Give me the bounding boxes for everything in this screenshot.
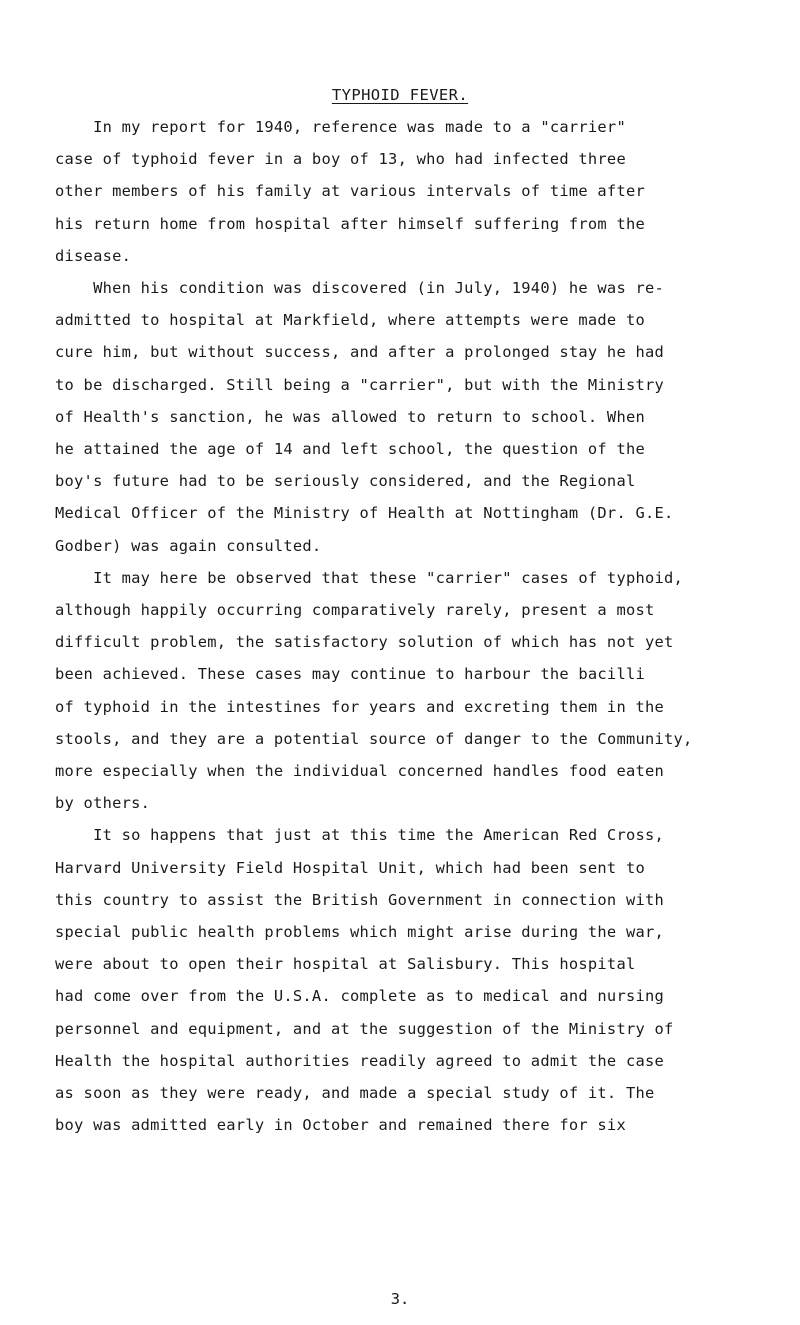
text-line: boy's future had to be seriously considered, and the Regional: [55, 472, 636, 491]
text-line: were about to open their hospital at Salisbury. This hospital: [55, 955, 636, 974]
text-line: his return home from hospital after himself suffering from the: [55, 214, 645, 233]
text-line: more especially when the individual concerned handles food eaten: [55, 762, 665, 780]
text-line: to be discharged. Still being a "carrier", but with the Ministry: [55, 375, 665, 394]
text-line: of Health's sanction, he was allowed to return to school. When: [55, 407, 645, 426]
text-line: Harvard University Field Hospital Unit, which had been sent to: [55, 858, 645, 877]
text-line: he attained the age of 14 and left school, the question of the: [55, 440, 645, 458]
text-line: cure him, but without success, and after a prolonged stay he had: [55, 343, 665, 362]
text-line: When his condition was discovered (in July, 1940) he was re-: [55, 279, 665, 297]
text-line: other members of his family at various intervals of time after: [55, 182, 645, 201]
text-line: boy was admitted early in October and remained there for six: [55, 1116, 626, 1135]
text-line: case of typhoid fever in a boy of 13, who had infected three: [55, 150, 626, 169]
text-line: In my report for 1940, reference was made to a "carrier": [55, 118, 626, 136]
text-line: It so happens that just at this time the American Red Cross,: [55, 826, 665, 845]
text-line: although happily occurring comparatively rarely, present a most: [55, 601, 655, 619]
text-line: special public health problems which might arise during the war,: [55, 923, 665, 941]
text-line: had come over from the U.S.A. complete as to medical and nursing: [55, 987, 665, 1006]
text-line: Godber) was again consulted.: [55, 536, 322, 555]
text-line: difficult problem, the satisfactory solution of which has not yet: [55, 633, 674, 652]
text-line: been achieved. These cases may continue to harbour the bacilli: [55, 665, 645, 684]
text-line: of typhoid in the intestines for years and excreting them in the: [55, 697, 665, 716]
text-line: Health the hospital authorities readily agreed to admit the case: [55, 1051, 665, 1070]
text-line: by others.: [55, 794, 151, 813]
text-line: personnel and equipment, and at the suggestion of the Ministry of: [55, 1019, 674, 1038]
text-line: admitted to hospital at Markfield, where attempts were made to: [55, 311, 645, 330]
document-title: TYPHOID FEVER.: [331, 86, 469, 104]
text-line: disease.: [55, 246, 132, 265]
text-line: Medical Officer of the Ministry of Health at Nottingham (Dr. G.E.: [55, 504, 674, 523]
page-number: 3.: [390, 1290, 410, 1308]
text-line: It may here be observed that these "carrier" cases of typhoid,: [55, 568, 684, 587]
text-line: stools, and they are a potential source of danger to the Community,: [55, 729, 693, 748]
text-line: this country to assist the British Government in connection with: [55, 890, 665, 909]
text-line: as soon as they were ready, and made a special study of it. The: [55, 1084, 655, 1102]
